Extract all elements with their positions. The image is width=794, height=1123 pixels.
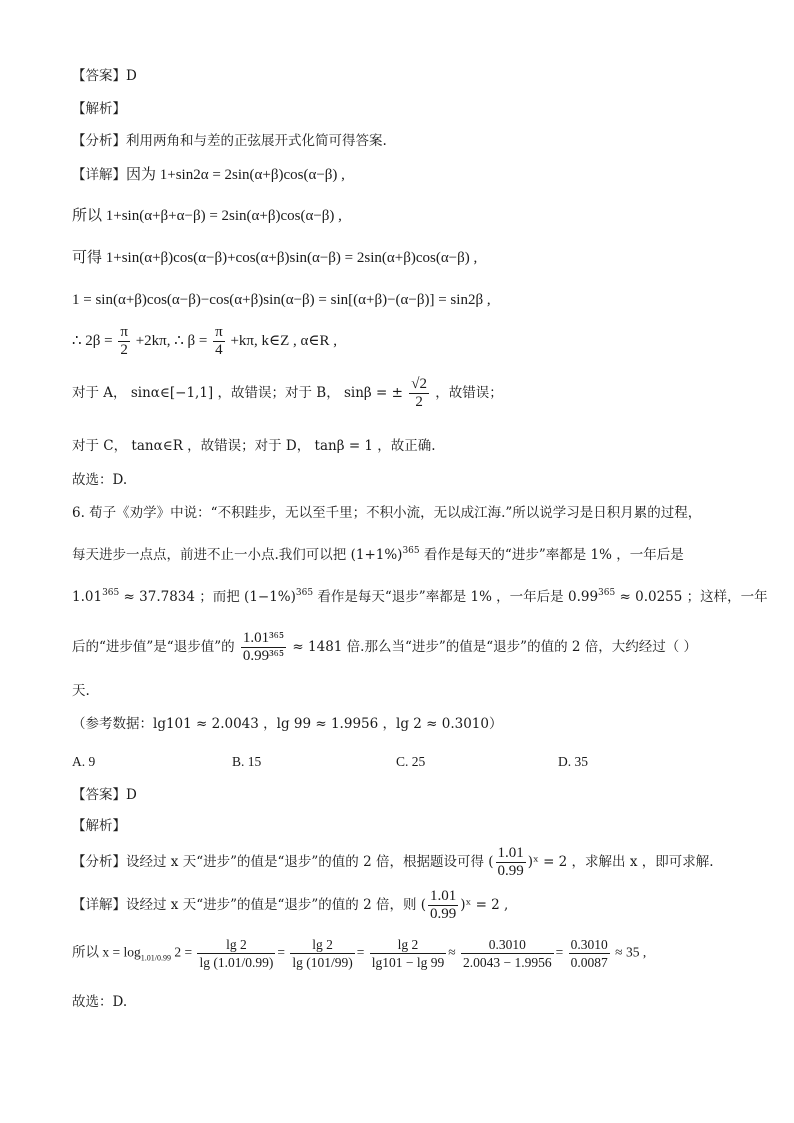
question-6-line-5: 天. (72, 683, 90, 699)
detail-tag: 【详解】 (72, 167, 126, 183)
q6-text: ≈ 37.7834 ；而把 (1−1%) (119, 589, 296, 605)
fenxi-line-2 (72, 845, 734, 880)
question-6-line-3 (72, 583, 768, 607)
option-d: D. 35 (558, 754, 588, 769)
q6-text: 看作是每天的“进步”率都是 1% ，一年后是 (419, 547, 684, 563)
options-analysis-2: 对于 C， tanα∈R ，故错误；对于 D， tanβ = 1 ，故正确. (72, 438, 436, 454)
fenxi-text: 设经过 x 天“进步”的值是“退步”的值的 2 倍，根据题设可得 ( (126, 854, 494, 870)
eq5-part-a: ∴ 2β = (72, 332, 113, 349)
frac-num: lg 2 (197, 936, 275, 954)
detail-text: )ˣ = 2 , (460, 897, 509, 913)
fenxi-tag: 【分析】 (72, 133, 126, 149)
frac-num: 0.3010 (570, 937, 608, 952)
frac-den: 4 (215, 342, 223, 358)
calc-fraction-3 (370, 936, 447, 971)
fraction-sqrt2-over-2 (409, 376, 429, 411)
detail-line-1 (72, 165, 734, 185)
fenxi-text: )ˣ = 2 ，求解出 x ，即可求解. (527, 854, 714, 870)
log-base: 1.01/0.99 (140, 953, 171, 963)
fraction-ratio (241, 630, 286, 665)
q6-text: 后的“进步值”是“退步值”的 (72, 639, 235, 655)
detail-line-2 (72, 888, 734, 923)
frac-den: 0.99³⁶⁵ (242, 648, 285, 664)
fenxi-line (72, 131, 734, 151)
frac-num: 0.3010 (461, 936, 554, 954)
q6-text: 看作是每天“退步”率都是 1% ，一年后是 0.99 (313, 589, 599, 605)
q6-text: ≈ 0.0255 ；这样，一年 (615, 589, 768, 605)
fenxi-tag: 【分析】 (72, 854, 126, 870)
detail-tag: 【详解】 (72, 897, 126, 913)
frac-den: 0.99 (497, 863, 524, 879)
q6-exponent: 365 (102, 588, 120, 598)
q6-text: ≈ 1481 倍.那么当“进步”的值是“退步”的值的 2 倍，大约经过（ ） (292, 639, 698, 655)
q6-exponent: 365 (402, 546, 420, 556)
option-c: C. 25 (396, 754, 426, 769)
calc-fraction-4 (461, 936, 554, 971)
calc-fraction-5 (569, 936, 610, 971)
q6-exponent: 365 (295, 588, 314, 598)
frac-den: lg (101/99) (292, 955, 353, 970)
frac-den: 2 (120, 342, 128, 358)
fraction-pi-over-4 (213, 324, 225, 359)
question-6-line-2 (72, 541, 734, 565)
equation-4: 1 = sin(α+β)cos(α−β)−cos(α+β)sin(α−β) = sin[(α+β)−(α−β)] = sin2β , (72, 292, 491, 308)
frac-num: 1.01³⁶⁵ (242, 630, 285, 646)
option-b: B. 15 (232, 754, 262, 769)
calc-text: 所以 x = log (72, 944, 141, 960)
choose-line-1: 故选：D. (72, 472, 128, 488)
frac-num: π (120, 324, 128, 340)
frac-num: 1.01 (497, 845, 524, 861)
calc-text: ≈ 35 , (615, 944, 647, 960)
frac-num: lg 2 (290, 936, 354, 954)
answer-tag: 【答案】 (72, 787, 126, 803)
question-6-line-4 (72, 630, 734, 665)
answer-tag: 【答案】 (72, 68, 126, 84)
frac-den: 2 (415, 394, 423, 410)
analysis-tag: 【解析】 (72, 101, 126, 117)
fraction-base (496, 845, 526, 880)
analysis-heading-2 (72, 816, 734, 836)
analysis-tag: 【解析】 (72, 818, 126, 834)
q6-text: 1.01 (72, 589, 103, 605)
option-a: A. 9 (72, 754, 96, 769)
eq5-part-b: +2kπ, ∴ β = (135, 332, 208, 349)
calc-fraction-2 (290, 936, 354, 971)
equation-3: 可得 1+sin(α+β)cos(α−β)+cos(α+β)sin(α−β) = 2sin(α+β)cos(α−β) , (72, 250, 478, 266)
frac-den: 0.0087 (570, 955, 608, 970)
frac-den: lg (1.01/0.99) (199, 955, 274, 970)
calc-fraction-1 (197, 936, 275, 971)
fenxi-text: 利用两角和与差的正弦展开式化简可得答案. (126, 133, 387, 149)
fraction-base (428, 888, 458, 923)
answer-value: D (126, 787, 137, 803)
frac-num: lg 2 (370, 936, 447, 954)
options-analysis-1 (72, 376, 734, 411)
answer-line (72, 66, 734, 86)
calculation-line: 所以 $x = \log_{1.01/0.99} 2$ = $\frac{\lg 2}{\lg (1.01/0.99)}$ = $\frac{\lg 2}{\lg (101/99)}$ = $\frac{\lg 2}{\lg 101 - \lg 99}$ ≈ $\frac{0.3010}{2.0043 - 1.9956}$ = $\frac{0.3010}{0.0087}$ ≈ 35 , (72, 937, 647, 970)
frac-num: 1.01 (430, 888, 457, 904)
calc-text: 2 = (174, 944, 193, 960)
question-6-line-1: 6. 荀子《劝学》中说：“不积跬步，无以至千里；不积小流，无以成江海.”所以说学习是日积月累的过程， (72, 505, 702, 521)
frac-num: π (215, 324, 223, 340)
frac-den: lg101 − lg 99 (371, 955, 445, 970)
frac-den: 2.0043 − 1.9956 (463, 955, 552, 970)
opt-b-result: ，故错误； (435, 385, 503, 401)
opt-ab-text: 对于 A， sinα∈[−1,1] ，故错误；对于 B， sinβ = ± (72, 385, 403, 401)
analysis-heading (72, 99, 734, 119)
answer-value: D (126, 68, 137, 84)
answer-line-2 (72, 785, 734, 805)
equation-2: 所以 1+sin(α+β+α−β) = 2sin(α+β)cos(α−β) , (72, 208, 342, 224)
detail-text: 设经过 x 天“进步”的值是“退步”的值的 2 倍，则 ( (126, 897, 427, 913)
frac-num: √2 (411, 376, 427, 392)
fraction-pi-over-2 (118, 324, 130, 359)
equation-1: 因为 1+sin2α = 2sin(α+β)cos(α−β) , (126, 167, 345, 183)
q6-text: 每天进步一点点，前进不止一小点.我们可以把 (1+1%) (72, 547, 403, 563)
reference-data: （参考数据：lg101 ≈ 2.0043 ，lg 99 ≈ 1.9956 ，lg 2 ≈ 0.3010） (72, 716, 503, 732)
choose-line-2: 故选：D. (72, 994, 128, 1010)
eq5-part-c: +kπ, k∈Z , α∈R , (230, 332, 337, 349)
frac-den: 0.99 (430, 906, 457, 922)
q6-exponent: 365 (598, 588, 616, 598)
equation-5 (72, 324, 734, 359)
